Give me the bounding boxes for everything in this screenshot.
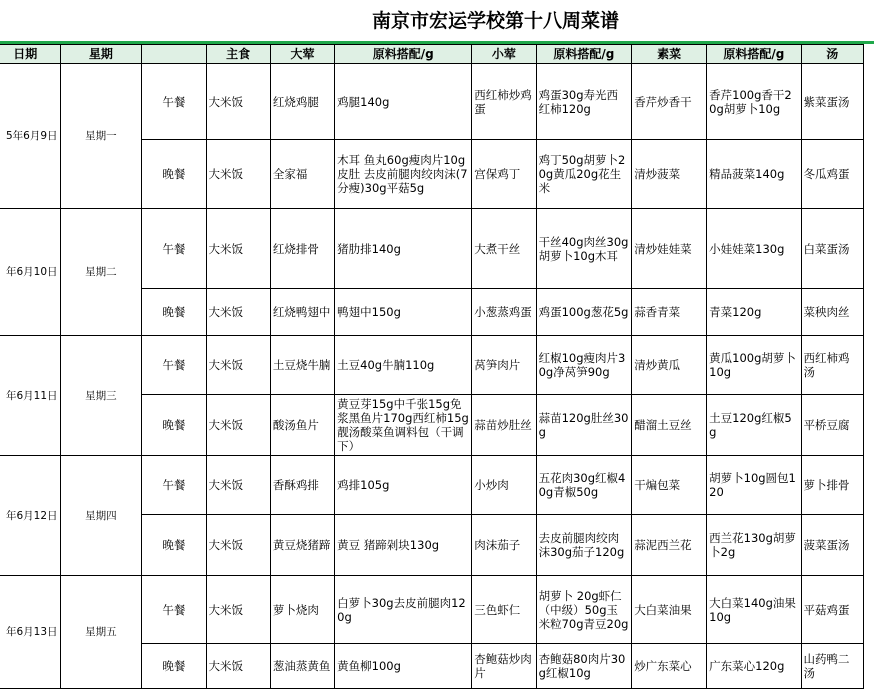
small-dish-cell: 莴笋肉片 xyxy=(472,336,536,395)
menu-row xyxy=(0,336,864,395)
weekday-cell: 星期三 xyxy=(60,336,142,456)
small-ingredients-cell: 去皮前腿肉绞肉沫30g茄子120g xyxy=(536,515,632,576)
veg-ingredients-cell: 大白菜140g油果10g xyxy=(707,576,801,644)
small-dish-cell: 杏鲍菇炒肉片 xyxy=(472,644,536,689)
title-bar xyxy=(0,0,874,42)
staple-cell: 大米饭 xyxy=(206,289,270,336)
weekday-cell: 星期一 xyxy=(60,64,142,209)
small-ingredients-cell: 杏鲍菇80肉片30g红椒10g xyxy=(536,644,632,689)
soup-cell: 白菜蛋汤 xyxy=(801,209,863,289)
header-main-dish: 大荤 xyxy=(270,45,334,64)
soup-cell: 紫菜蛋汤 xyxy=(801,64,863,140)
meal-type-cell: 午餐 xyxy=(142,456,206,515)
main-ingredients-cell: 黄豆芽15g中千张15g免浆黑鱼片170g西红柿15g靓汤酸菜鱼调料包（干调下） xyxy=(335,395,472,456)
main-dish-cell: 酸汤鱼片 xyxy=(270,395,334,456)
small-dish-cell: 三色虾仁 xyxy=(472,576,536,644)
veg-ingredients-cell: 胡萝卜10g圆包120 xyxy=(707,456,801,515)
veg-dish-cell: 香芹炒香干 xyxy=(632,64,707,140)
header-row xyxy=(0,45,864,64)
veg-dish-cell: 醋溜土豆丝 xyxy=(632,395,707,456)
staple-cell: 大米饭 xyxy=(206,644,270,689)
header-staple: 主食 xyxy=(206,45,270,64)
date-cell: 年6月10日 xyxy=(0,209,60,336)
veg-dish-cell: 干煸包菜 xyxy=(632,456,707,515)
weekday-cell: 星期四 xyxy=(60,456,142,576)
main-ingredients-cell: 猪肋排140g xyxy=(335,209,472,289)
menu-table xyxy=(0,44,864,689)
main-ingredients-cell: 白萝卜30g去皮前腿肉120g xyxy=(335,576,472,644)
small-dish-cell: 大煮干丝 xyxy=(472,209,536,289)
meal-type-cell: 午餐 xyxy=(142,576,206,644)
main-ingredients-cell: 鸡排105g xyxy=(335,456,472,515)
weekday-cell: 星期二 xyxy=(60,209,142,336)
main-ingredients-cell: 黄鱼柳100g xyxy=(335,644,472,689)
soup-cell: 冬瓜鸡蛋 xyxy=(801,140,863,209)
staple-cell: 大米饭 xyxy=(206,64,270,140)
small-dish-cell: 小葱蒸鸡蛋 xyxy=(472,289,536,336)
small-ingredients-cell: 胡萝卜 20g虾仁（中级）50g玉米粒70g青豆20g xyxy=(536,576,632,644)
main-dish-cell: 萝卜烧肉 xyxy=(270,576,334,644)
main-dish-cell: 土豆烧牛腩 xyxy=(270,336,334,395)
veg-dish-cell: 蒜香青菜 xyxy=(632,289,707,336)
staple-cell: 大米饭 xyxy=(206,140,270,209)
main-ingredients-cell: 木耳 鱼丸60g瘦肉片10g皮肚 去皮前腿肉绞肉沫(7分瘦)30g平菇5g xyxy=(335,140,472,209)
soup-cell: 萝卜排骨 xyxy=(801,456,863,515)
main-dish-cell: 香酥鸡排 xyxy=(270,456,334,515)
meal-type-cell: 晚餐 xyxy=(142,289,206,336)
small-ingredients-cell: 蒜苗120g肚丝30g xyxy=(536,395,632,456)
veg-ingredients-cell: 土豆120g红椒5g xyxy=(707,395,801,456)
header-small-dish: 小荤 xyxy=(472,45,536,64)
meal-type-cell: 午餐 xyxy=(142,209,206,289)
menu-row xyxy=(0,576,864,644)
veg-dish-cell: 清炒娃娃菜 xyxy=(632,209,707,289)
soup-cell: 西红柿鸡汤 xyxy=(801,336,863,395)
soup-cell: 菠菜蛋汤 xyxy=(801,515,863,576)
small-dish-cell: 西红柿炒鸡蛋 xyxy=(472,64,536,140)
veg-ingredients-cell: 广东菜心120g xyxy=(707,644,801,689)
main-ingredients-cell: 黄豆 猪蹄剁块130g xyxy=(335,515,472,576)
staple-cell: 大米饭 xyxy=(206,336,270,395)
weekday-cell: 星期五 xyxy=(60,576,142,689)
header-weekday: 星期 xyxy=(60,45,142,64)
veg-dish-cell: 清炒黄瓜 xyxy=(632,336,707,395)
date-cell: 5年6月9日 xyxy=(0,64,60,209)
veg-dish-cell: 清炒菠菜 xyxy=(632,140,707,209)
menu-row xyxy=(0,456,864,515)
main-dish-cell: 红烧排骨 xyxy=(270,209,334,289)
header-date: 日期 xyxy=(0,45,60,64)
small-ingredients-cell: 五花肉30g红椒40g青椒50g xyxy=(536,456,632,515)
staple-cell: 大米饭 xyxy=(206,395,270,456)
main-dish-cell: 葱油蒸黄鱼 xyxy=(270,644,334,689)
header-small-ingredients: 原料搭配/g xyxy=(536,45,632,64)
veg-dish-cell: 炒广东菜心 xyxy=(632,644,707,689)
small-dish-cell: 肉沫茄子 xyxy=(472,515,536,576)
staple-cell: 大米饭 xyxy=(206,576,270,644)
date-cell: 年6月13日 xyxy=(0,576,60,689)
header-veg-dish: 素菜 xyxy=(632,45,707,64)
veg-ingredients-cell: 黄瓜100g胡萝卜10g xyxy=(707,336,801,395)
veg-ingredients-cell: 香芹100g香干20g胡萝卜10g xyxy=(707,64,801,140)
veg-ingredients-cell: 青菜120g xyxy=(707,289,801,336)
main-dish-cell: 黄豆烧猪蹄 xyxy=(270,515,334,576)
header-main-ingredients: 原料搭配/g xyxy=(335,45,472,64)
date-cell: 年6月12日 xyxy=(0,456,60,576)
veg-ingredients-cell: 小娃娃菜130g xyxy=(707,209,801,289)
meal-type-cell: 午餐 xyxy=(142,336,206,395)
date-cell: 年6月11日 xyxy=(0,336,60,456)
veg-ingredients-cell: 西兰花130g胡萝卜2g xyxy=(707,515,801,576)
header-meal xyxy=(142,45,206,64)
main-ingredients-cell: 鸡腿140g xyxy=(335,64,472,140)
small-dish-cell: 小炒肉 xyxy=(472,456,536,515)
veg-dish-cell: 大白菜油果 xyxy=(632,576,707,644)
header-soup: 汤 xyxy=(801,45,863,64)
main-ingredients-cell: 鸭翅中150g xyxy=(335,289,472,336)
header-veg-ingredients: 原料搭配/g xyxy=(707,45,801,64)
main-ingredients-cell: 土豆40g牛腩110g xyxy=(335,336,472,395)
staple-cell: 大米饭 xyxy=(206,456,270,515)
small-dish-cell: 宫保鸡丁 xyxy=(472,140,536,209)
soup-cell: 平桥豆腐 xyxy=(801,395,863,456)
main-dish-cell: 红烧鸡腿 xyxy=(270,64,334,140)
meal-type-cell: 午餐 xyxy=(142,64,206,140)
small-dish-cell: 蒜苗炒肚丝 xyxy=(472,395,536,456)
meal-type-cell: 晚餐 xyxy=(142,644,206,689)
page-title: 南京市宏运学校第十八周菜谱 xyxy=(372,10,620,32)
small-ingredients-cell: 干丝40g肉丝30g胡萝卜10g木耳 xyxy=(536,209,632,289)
meal-type-cell: 晚餐 xyxy=(142,395,206,456)
small-ingredients-cell: 红椒10g瘦肉片30g净莴笋90g xyxy=(536,336,632,395)
main-dish-cell: 红烧鸭翅中 xyxy=(270,289,334,336)
small-ingredients-cell: 鸡丁50g胡萝卜20g黄瓜20g花生米 xyxy=(536,140,632,209)
veg-ingredients-cell: 精品菠菜140g xyxy=(707,140,801,209)
meal-type-cell: 晚餐 xyxy=(142,515,206,576)
soup-cell: 菜秧肉丝 xyxy=(801,289,863,336)
small-ingredients-cell: 鸡蛋100g葱花5g xyxy=(536,289,632,336)
small-ingredients-cell: 鸡蛋30g寿光西红柿120g xyxy=(536,64,632,140)
soup-cell: 平菇鸡蛋 xyxy=(801,576,863,644)
staple-cell: 大米饭 xyxy=(206,209,270,289)
menu-row xyxy=(0,64,864,140)
soup-cell: 山药鸭二汤 xyxy=(801,644,863,689)
meal-type-cell: 晚餐 xyxy=(142,140,206,209)
main-dish-cell: 全家福 xyxy=(270,140,334,209)
veg-dish-cell: 蒜泥西兰花 xyxy=(632,515,707,576)
staple-cell: 大米饭 xyxy=(206,515,270,576)
menu-row xyxy=(0,209,864,289)
